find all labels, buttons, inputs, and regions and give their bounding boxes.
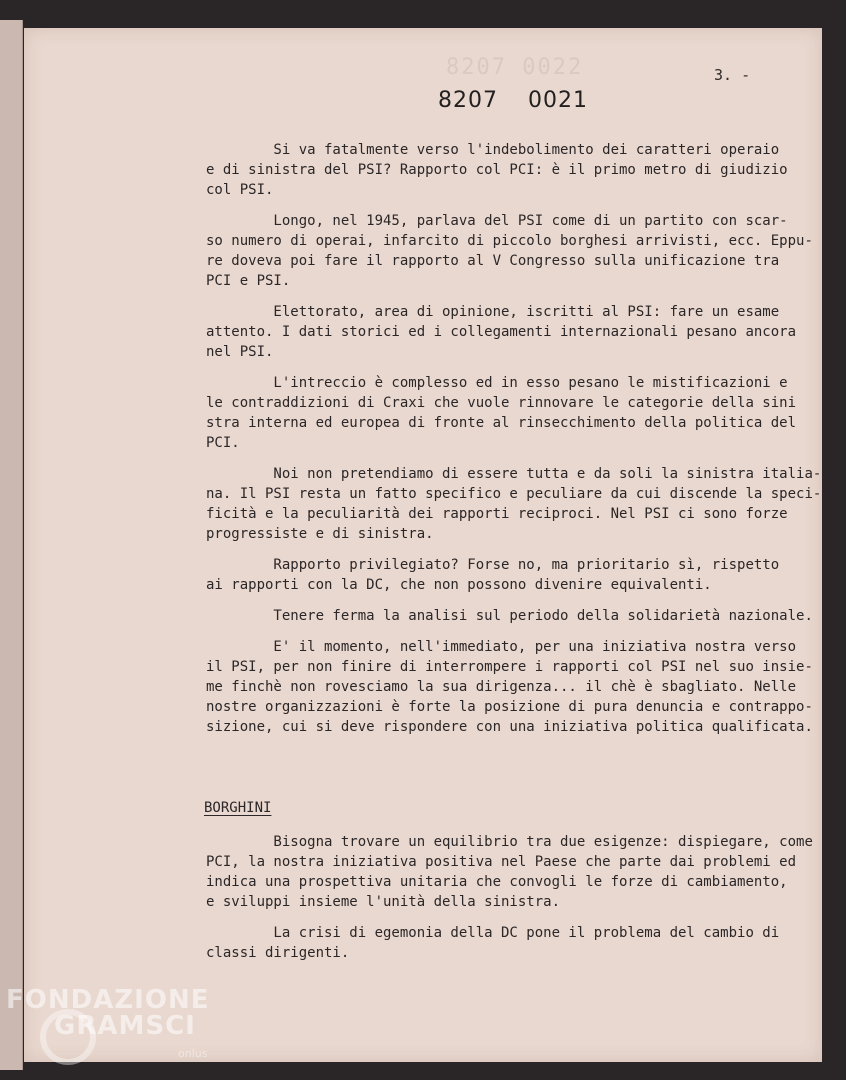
paragraph: Elettorato, area di opinione, iscritti al PSI: fare un esame attento. I dati storici ed i collegamenti internazionali pesano ancora nel PSI. <box>206 304 797 360</box>
document-code-part1: 8207 <box>438 88 498 113</box>
paragraph: Rapporto privilegiato? Forse no, ma prioritario sì, rispetto ai rapporti con la DC, che non possono divenire equivalenti. <box>206 557 780 593</box>
watermark-suffix: onlus <box>178 1047 208 1060</box>
watermark-line2: GRAMSCI <box>54 1011 196 1041</box>
document-code <box>438 88 588 113</box>
paragraph: L'intreccio è complesso ed in esso pesano le mistificazioni e le contraddizioni di Craxi che vuole rinnovare le categorie della sini stra interna ed europea di fronte al rinsecchimento della politica del PCI. <box>206 375 797 451</box>
paragraph: La crisi di egemonia della DC pone il problema del cambio di classi dirigenti. <box>206 925 780 961</box>
paragraph: Tenere ferma la analisi sul periodo della solidarietà nazionale. <box>206 608 813 624</box>
section-body-text <box>206 832 786 974</box>
document-code-part2: 0021 <box>528 88 588 113</box>
archive-watermark-logo <box>6 985 210 1060</box>
paragraph: Noi non pretendiamo di essere tutta e da soli la sinistra na. Il PSI resta un fatto specifico e peculiare da cui discende la ficità e la peculiarità dei rapporti reciproci. Nel PSI ci sono forze progressiste e di sinistra. <box>206 466 788 542</box>
adjacent-page-edge <box>0 20 23 1070</box>
page-number: 3. - <box>714 66 751 84</box>
bleed-through-code: 8207 0022 <box>446 55 584 80</box>
paragraph: Longo, nel 1945, parlava del PSI come di un partito con scar- so numero di operai, infarcito di piccolo borghesi arrivisti, ecc. re doveva poi fare il rapporto al V Congresso sulla unificazione tra PCI e PSI. <box>206 213 788 289</box>
paragraph: Bisogna trovare un equilibrio tra due esigenze: dispiegare, PCI, la nostra iniziativa positiva nel Paese che parte dai problemi indica una prospettiva unitaria che convogli le forze di cambiamento, e sviluppi insieme l'unità della sinistra. <box>206 834 788 910</box>
watermark-line1: FONDAZIONE <box>6 985 210 1015</box>
section-heading-speaker: BORGHINI <box>204 800 272 816</box>
watermark-g-ring-icon <box>40 1009 96 1065</box>
paragraph: E' il momento, nell'immediato, per una iniziativa nostra verso il PSI, per non finire di interrompere i rapporti col PSI nel suo me finchè non rovesciamo la sua dirigenza... il chè è sbagliato. Nelle nostre organizzazioni è forte la posizione di pura denuncia e contrappo- sizione, cui si deve rispondere con una iniziativa politica qualificata. <box>206 639 813 735</box>
body-text <box>206 140 813 748</box>
paragraph: Si va fatalmente verso l'indebolimento dei caratteri operaio e di sinistra del PSI? Rapporto col PCI: è il primo metro di giudizio col PSI. <box>206 142 788 198</box>
